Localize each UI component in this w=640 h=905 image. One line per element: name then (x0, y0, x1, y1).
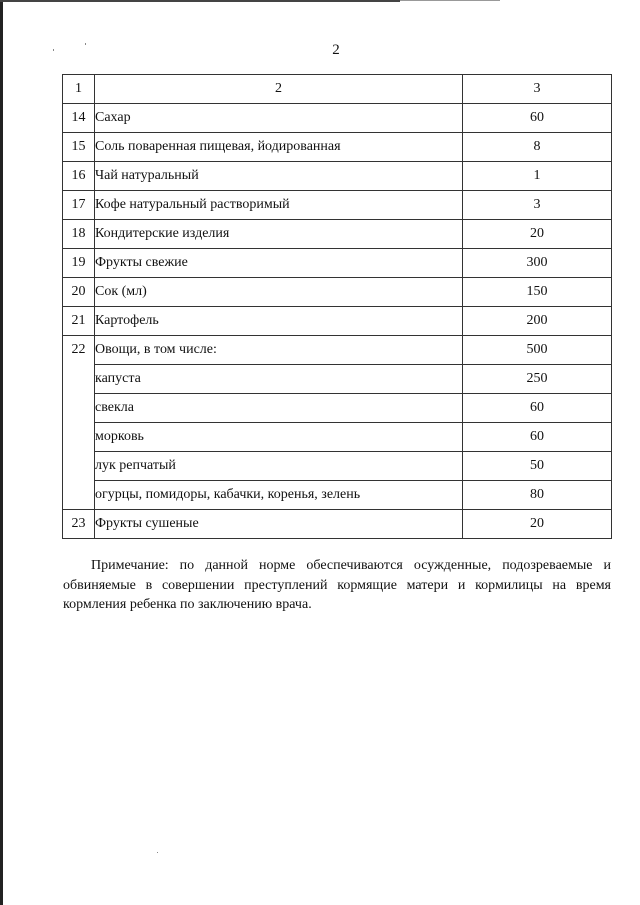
row-number: 23 (63, 510, 95, 539)
footnote (63, 556, 611, 615)
quantity-value: 200 (463, 307, 612, 336)
subitem-name: лук репчатый (95, 452, 463, 481)
product-name: Кондитерские изделия (95, 220, 463, 249)
table-subrow (63, 481, 612, 510)
table-row (63, 104, 612, 133)
subitem-name: капуста (95, 365, 463, 394)
scan-speck (157, 852, 158, 853)
product-name: Сок (мл) (95, 278, 463, 307)
quantity-value: 8 (463, 133, 612, 162)
product-name: Соль поваренная пищевая, йодированная (95, 133, 463, 162)
product-name: Сахар (95, 104, 463, 133)
product-name: Картофель (95, 307, 463, 336)
column-header-3: 3 (463, 75, 612, 104)
table-subrow (63, 452, 612, 481)
table-row (63, 278, 612, 307)
column-header-1: 1 (63, 75, 95, 104)
table-row (63, 510, 612, 539)
quantity-value: 60 (463, 104, 612, 133)
row-number: 17 (63, 191, 95, 220)
subitem-name: свекла (95, 394, 463, 423)
product-name: Фрукты свежие (95, 249, 463, 278)
row-number: 20 (63, 278, 95, 307)
subitem-value: 60 (463, 423, 612, 452)
scan-edge-left (0, 0, 3, 905)
table-row (63, 191, 612, 220)
scan-edge-top (0, 0, 400, 2)
row-number: 21 (63, 307, 95, 336)
subitem-value: 50 (463, 452, 612, 481)
subitem-value: 80 (463, 481, 612, 510)
table-subrow (63, 423, 612, 452)
table-row (63, 307, 612, 336)
quantity-value: 20 (463, 220, 612, 249)
quantity-value: 500 (463, 336, 612, 365)
quantity-value: 300 (463, 249, 612, 278)
product-name: Кофе натуральный растворимый (95, 191, 463, 220)
subitem-value: 250 (463, 365, 612, 394)
product-name: Фрукты сушеные (95, 510, 463, 539)
quantity-value: 150 (463, 278, 612, 307)
table-row (63, 162, 612, 191)
subitem-value: 60 (463, 394, 612, 423)
table-header-row (63, 75, 612, 104)
subitem-name: огурцы, помидоры, кабачки, коренья, зелень (95, 481, 463, 510)
row-number: 14 (63, 104, 95, 133)
row-number: 18 (63, 220, 95, 249)
row-number: 22 (63, 336, 95, 510)
table-row (63, 220, 612, 249)
page-number: 2 (332, 42, 340, 58)
row-number: 16 (63, 162, 95, 191)
quantity-value: 20 (463, 510, 612, 539)
product-name: Овощи, в том числе: (95, 336, 463, 365)
table-subrow (63, 365, 612, 394)
footnote-text: Примечание: по данной норме обеспечиваются осужденные, подозреваемые и обвиняемые в совершении преступлений кормящие матери и кормилицы на время кормления ребенка по заключению врача. (63, 558, 611, 612)
table-subrow (63, 394, 612, 423)
table-row (63, 133, 612, 162)
column-header-2: 2 (95, 75, 463, 104)
product-name: Чай натуральный (95, 162, 463, 191)
row-number: 19 (63, 249, 95, 278)
quantity-value: 3 (463, 191, 612, 220)
quantity-value: 1 (463, 162, 612, 191)
table-row (63, 336, 612, 365)
subitem-name: морковь (95, 423, 463, 452)
table-row (63, 249, 612, 278)
food-norms-table (62, 74, 612, 539)
scan-edge-top-faint (400, 0, 500, 3)
row-number: 15 (63, 133, 95, 162)
